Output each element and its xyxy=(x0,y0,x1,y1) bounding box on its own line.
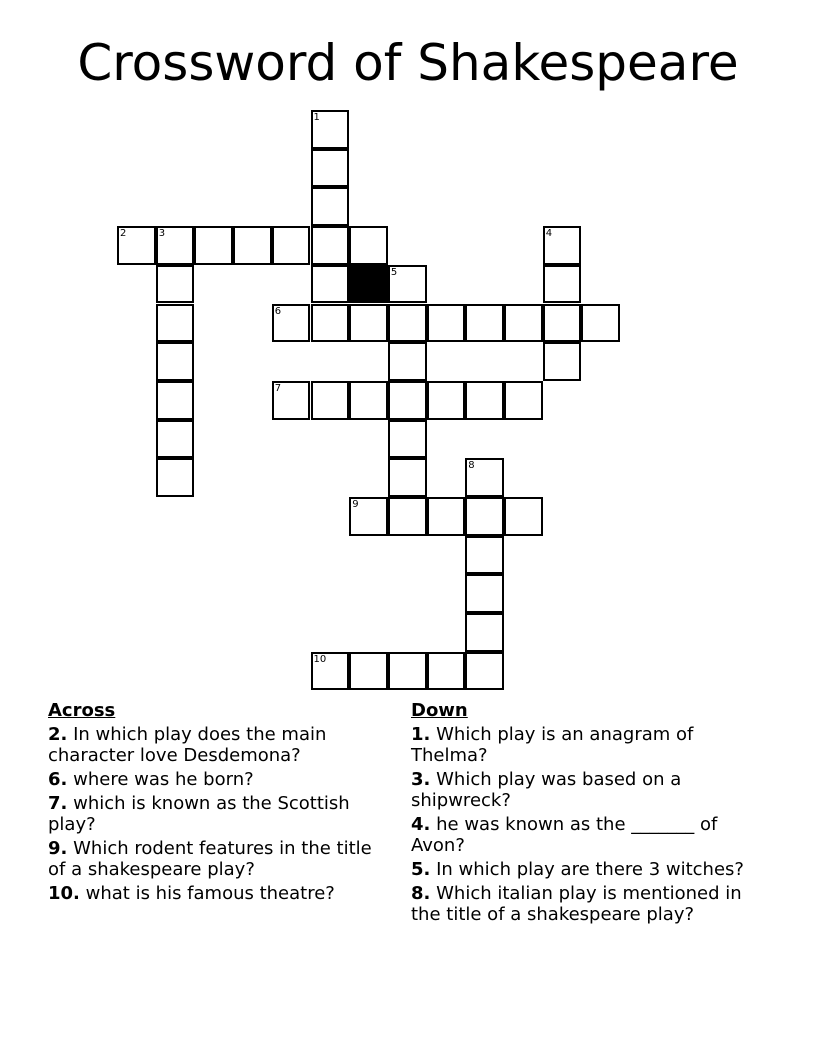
grid-cell[interactable] xyxy=(156,420,195,459)
grid-cell[interactable] xyxy=(581,304,620,343)
clue-number-label: 3 xyxy=(158,228,166,240)
clue-number: 7. xyxy=(48,793,68,814)
across-clue xyxy=(48,838,388,880)
grid-cell[interactable] xyxy=(388,342,427,381)
clue-text: Which play is an anagram of Thelma? xyxy=(411,724,694,766)
down-clue xyxy=(411,724,761,766)
clue-number: 3. xyxy=(411,769,431,790)
across-clue xyxy=(48,883,388,904)
grid-cell[interactable] xyxy=(388,497,427,536)
grid-cell[interactable] xyxy=(156,381,195,420)
down-clue xyxy=(411,814,761,856)
clue-number: 6. xyxy=(48,769,68,790)
grid-cell[interactable] xyxy=(311,304,350,343)
down-clue xyxy=(411,859,761,880)
grid-cell[interactable] xyxy=(543,304,582,343)
clue-number-label: 8 xyxy=(468,460,475,472)
grid-cell[interactable] xyxy=(388,458,427,497)
grid-cell[interactable] xyxy=(156,342,195,381)
clue-text: he was known as the _______ of Avon? xyxy=(411,814,718,856)
grid-cell[interactable] xyxy=(504,381,543,420)
grid-cell[interactable] xyxy=(427,497,466,536)
grid-cell[interactable] xyxy=(465,536,504,575)
clue-text: In which play are there 3 witches? xyxy=(436,859,744,880)
down-heading: Down xyxy=(411,700,468,721)
page-title: Crossword of Shakespeare xyxy=(77,34,739,92)
grid-cell[interactable] xyxy=(311,187,350,226)
clue-text: what is his famous theatre? xyxy=(85,883,335,904)
grid-cell[interactable] xyxy=(349,226,388,265)
clue-number-label: 6 xyxy=(274,305,282,317)
down-clue xyxy=(411,769,761,811)
grid-cell[interactable] xyxy=(388,652,427,691)
clue-number-label: 7 xyxy=(274,382,282,394)
grid-cell[interactable] xyxy=(543,226,582,265)
across-heading: Across xyxy=(48,700,116,721)
clue-text: Which rodent features in the title of a shakespeare play? xyxy=(48,838,372,880)
grid-cell[interactable] xyxy=(543,265,582,304)
grid-cell[interactable] xyxy=(349,304,388,343)
grid-cell[interactable] xyxy=(465,652,504,691)
across-clue xyxy=(48,793,388,835)
grid-cell[interactable] xyxy=(272,304,311,343)
grid-cell[interactable] xyxy=(427,304,466,343)
grid-cell[interactable] xyxy=(272,226,311,265)
grid-cell[interactable] xyxy=(465,574,504,613)
grid-cell[interactable] xyxy=(194,226,233,265)
grid-cell[interactable] xyxy=(465,613,504,652)
grid-cell[interactable] xyxy=(349,652,388,691)
grid-cell[interactable] xyxy=(388,304,427,343)
grid-cell[interactable] xyxy=(388,265,427,304)
grid-cell[interactable] xyxy=(388,381,427,420)
clue-text: Which play was based on a shipwreck? xyxy=(411,769,682,811)
across-clue xyxy=(48,724,388,766)
grid-cell[interactable] xyxy=(311,226,350,265)
clue-number-label: 9 xyxy=(352,499,359,510)
grid-cell[interactable] xyxy=(349,497,388,536)
across-clue xyxy=(48,769,388,790)
grid-cell[interactable] xyxy=(156,226,195,265)
grid-cell[interactable] xyxy=(465,304,504,343)
grid-cell[interactable] xyxy=(156,265,195,304)
clue-text: which is known as the Scottish play? xyxy=(48,793,350,835)
clue-number: 5. xyxy=(411,859,431,880)
grid-cell[interactable] xyxy=(311,110,350,149)
grid-cell[interactable] xyxy=(349,381,388,420)
clue-number-label: 10 xyxy=(313,653,327,665)
grid-cell[interactable] xyxy=(504,304,543,343)
grid-cell[interactable] xyxy=(465,497,504,536)
grid-cell[interactable] xyxy=(311,265,350,304)
grid-cell[interactable] xyxy=(156,304,195,343)
clue-text: Which italian play is mentioned in the title of a shakespeare play? xyxy=(411,883,742,925)
grid-cell[interactable] xyxy=(427,381,466,420)
clue-number: 1. xyxy=(411,724,431,745)
clue-number: 4. xyxy=(411,814,431,835)
grid-cell[interactable] xyxy=(504,497,543,536)
grid-cell[interactable] xyxy=(465,381,504,420)
down-clue xyxy=(411,883,761,925)
clue-text: In which play does the main character love Desdemona? xyxy=(48,724,327,766)
clue-number-label: 1 xyxy=(313,112,320,123)
grid-cell[interactable] xyxy=(465,458,504,497)
down-clues xyxy=(411,700,761,928)
grid-cell[interactable] xyxy=(311,381,350,420)
clue-text: where was he born? xyxy=(73,769,254,790)
grid-cell[interactable] xyxy=(117,226,156,265)
clue-number-label: 4 xyxy=(545,228,553,240)
grid-cell[interactable] xyxy=(311,652,350,691)
clue-number-label: 5 xyxy=(390,266,398,278)
grid-cell[interactable] xyxy=(156,458,195,497)
grid-cell[interactable] xyxy=(543,342,582,381)
grid-cell[interactable] xyxy=(233,226,272,265)
grid-cell[interactable] xyxy=(272,381,311,420)
blocked-cell xyxy=(349,265,388,304)
clue-number: 9. xyxy=(48,838,68,859)
across-clues xyxy=(48,700,388,907)
grid-cell[interactable] xyxy=(388,420,427,459)
clue-number: 2. xyxy=(48,724,68,745)
clue-number-label: 2 xyxy=(120,228,127,240)
grid-cell[interactable] xyxy=(427,652,466,691)
grid-cell[interactable] xyxy=(311,149,350,188)
clue-number: 10. xyxy=(48,883,80,904)
clue-number: 8. xyxy=(411,883,431,904)
